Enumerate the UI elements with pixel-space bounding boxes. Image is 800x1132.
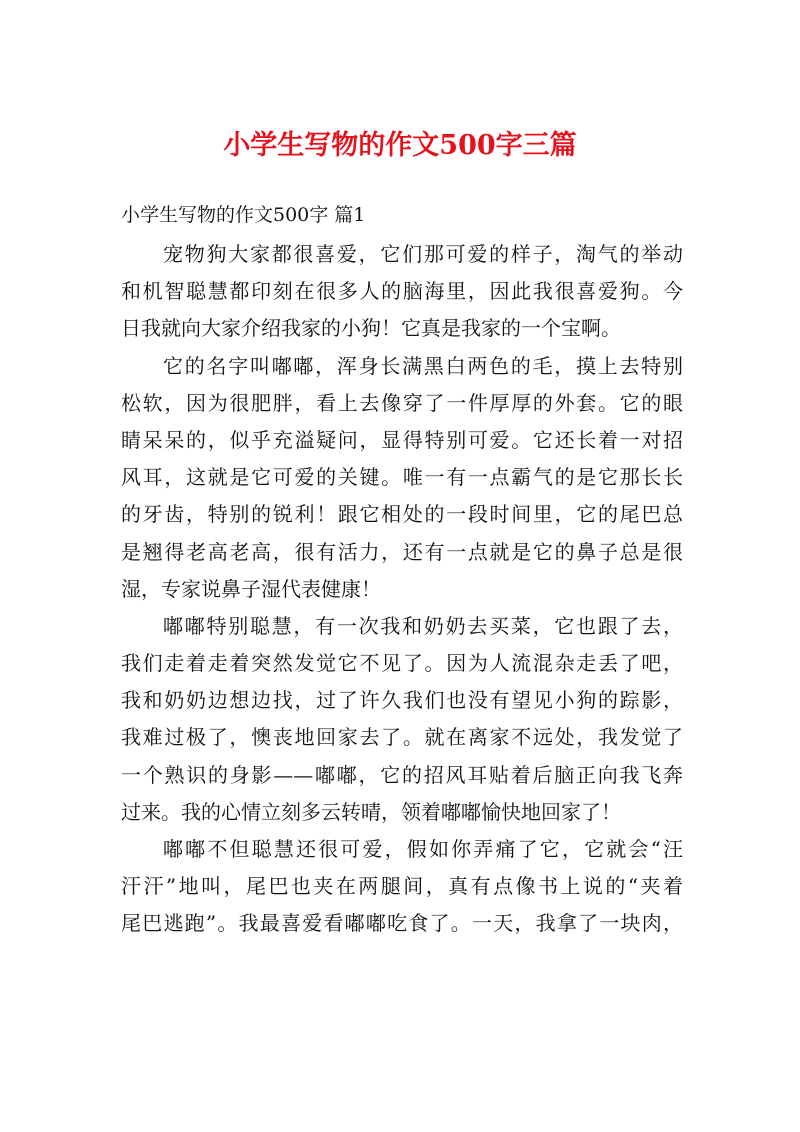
paragraph-line: 和机智聪慧都印刻在很多人的脑海里，因此我很喜爱狗。今 [121, 279, 683, 304]
paragraph-line: 嘟嘟特别聪慧，有一次我和奶奶去买菜，它也跟了去， [163, 613, 683, 638]
paragraph-line: 一个熟识的身影——嘟嘟，它的招风耳贴着后脑正向我飞奔 [121, 762, 683, 787]
paragraph-line: 松软，因为很肥胖，看上去像穿了一件厚厚的外套。它的眼 [121, 390, 683, 415]
paragraph-line: 宠物狗大家都很喜爱，它们那可爱的样子，淘气的举动 [163, 242, 683, 266]
paragraph-line: 我们走着走着突然发觉它不见了。因为人流混杂走丢了吧， [121, 651, 683, 676]
paragraph-line: 风耳，这就是它可爱的关键。唯一有一点霸气的是它那长长 [121, 465, 683, 490]
essay-body [121, 236, 683, 943]
paragraph-line: 日我就向大家介绍我家的小狗！它真是我家的一个宝啊。 [121, 316, 621, 341]
paragraph-line: 尾巴逃跑”。我最喜爱看嘟嘟吃食了。一天，我拿了一块肉， [121, 911, 683, 936]
paragraph [121, 608, 683, 831]
paragraph-line: 是翘得老高老高，很有活力，还有一点就是它的鼻子总是很 [121, 539, 683, 564]
essay-subtitle: 小学生写物的作文500字 篇1 [121, 204, 366, 226]
paragraph-line: 我和奶奶边想边找，过了许久我们也没有望见小狗的踪影， [121, 688, 683, 713]
paragraph-line: 我难过极了，懊丧地回家去了。就在离家不远处，我发觉了 [121, 725, 683, 750]
document-title: 小学生写物的作文500字三篇 [223, 130, 577, 161]
paragraph-line: 嘟嘟不但聪慧还很可爱，假如你弄痛了它，它就会“汪 [163, 837, 683, 861]
paragraph [121, 831, 683, 943]
paragraph-line: 的牙齿，特别的锐利！跟它相处的一段时间里，它的尾巴总 [121, 502, 683, 527]
paragraph-line: 湿，专家说鼻子湿代表健康！ [121, 576, 381, 601]
paragraph-line: 汗汗”地叫，尾巴也夹在两腿间，真有点像书上说的“夹着 [121, 874, 683, 899]
paragraph-line: 它的名字叫嘟嘟，浑身长满黑白两色的毛，摸上去特别 [163, 353, 683, 378]
paragraph [121, 236, 683, 348]
paragraph [121, 348, 683, 608]
paragraph-line: 睛呆呆的，似乎充溢疑问，显得特别可爱。它还长着一对招 [121, 427, 683, 452]
paragraph-line: 过来。我的心情立刻多云转晴，领着嘟嘟愉快地回家了！ [121, 799, 621, 824]
